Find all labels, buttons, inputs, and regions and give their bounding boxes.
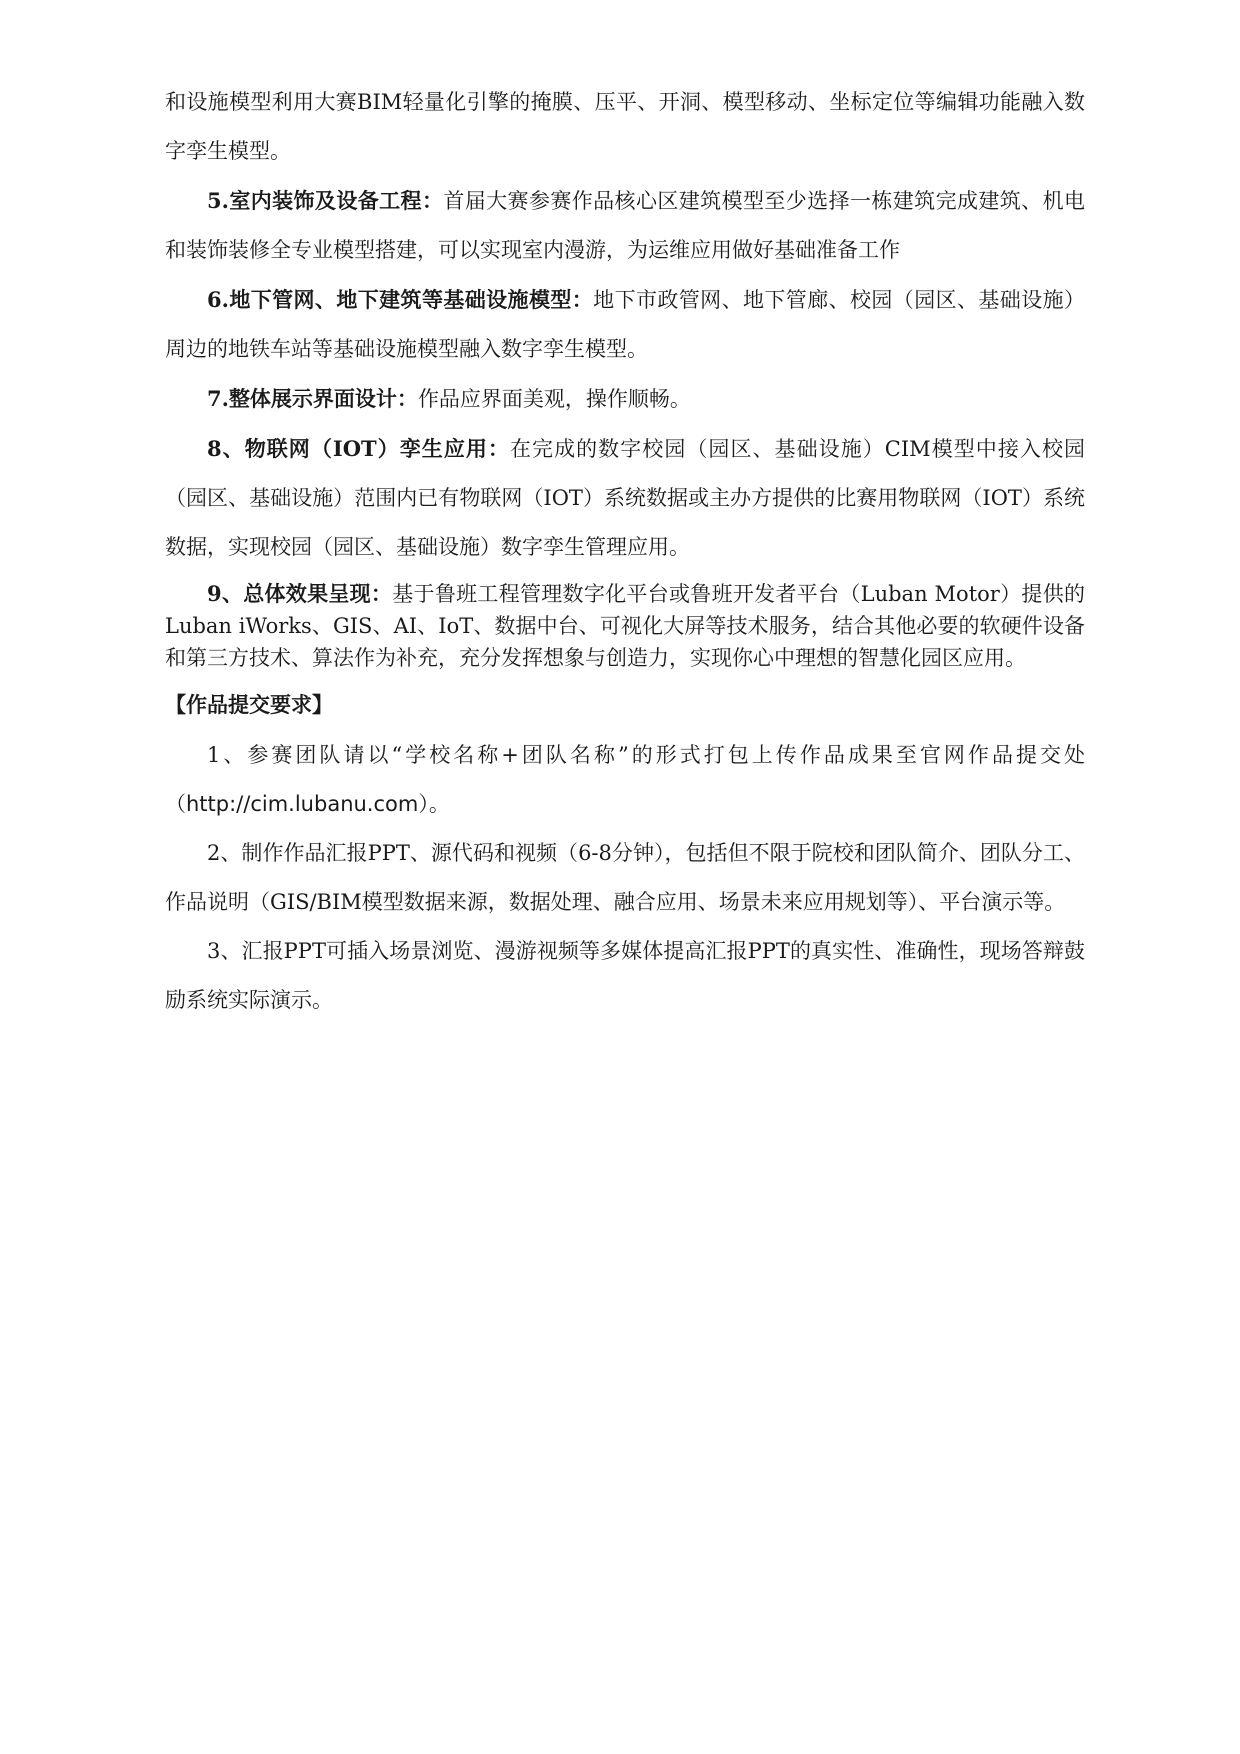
item-7-paragraph: [165, 374, 1085, 424]
document-page: [165, 78, 1085, 1025]
item-5-heading: 5.室内装饰及设备工程：: [207, 188, 444, 213]
req-1-tail: ）。: [418, 792, 450, 816]
item-7-body: 作品应界面美观，操作顺畅。: [417, 387, 691, 411]
submission-req-3: 3、汇报PPT可插入场景浏览、漫游视频等多媒体提高汇报PPT的真实性、准确性，现场答辩鼓励系统实际演示。: [165, 939, 1085, 1012]
item-8-heading: 8、物联网（IOT）孪生应用：: [207, 436, 510, 461]
submission-req-1: [165, 731, 1085, 829]
item-9-heading: 9、总体效果呈现：: [207, 581, 393, 606]
item-6-heading: 6.地下管网、地下建筑等基础设施模型：: [207, 287, 594, 312]
item-9-body: 基于鲁班工程管理数字化平台或鲁班开发者平台（Luban Motor）提供的 Luban iWorks、GIS、AI、IoT、数据中台、可视化大屏等技术服务，结合其他必要的软硬件设备和第三方技术、算法作为补充，充分发挥想象与创造力，实现你心中理想的智慧化园区应用。: [165, 582, 1085, 670]
submission-req-2: 2、制作作品汇报PPT、源代码和视频（6-8分钟），包括但不限于院校和团队简介、团队分工、作品说明（GIS/BIM模型数据来源，数据处理、融合应用、场景未来应用规划等）、平台演示等。: [165, 841, 1085, 914]
submission-title: 【作品提交要求】: [165, 692, 333, 717]
item-8-paragraph: [165, 424, 1085, 572]
item-5-body: 首届大赛参赛作品核心区建筑模型至少选择一栋建筑完成建筑、机电和装饰装修全专业模型搭建，可以实现室内漫游，为运维应用做好基础准备工作: [165, 189, 1085, 262]
item-7-heading: 7.整体展示界面设计：: [207, 386, 418, 411]
item-8-body: 在完成的数字校园（园区、基础设施）CIM模型中接入校园（园区、基础设施）范围内已有物联网（IOT）系统数据或主办方提供的比赛用物联网（IOT）系统数据，实现校园（园区、基础设施）数字孪生管理应用。: [165, 437, 1085, 559]
item-5-paragraph: [165, 176, 1085, 275]
item-6-paragraph: [165, 275, 1085, 374]
req-1-text: 1、参赛团队请以“学校名称+团队名称”的形式打包上传作品成果至官网作品提交处（: [165, 743, 1085, 816]
submission-url-link[interactable]: http://cim.lubanu.com: [186, 792, 419, 816]
continuation-paragraph: 和设施模型利用大赛BIM轻量化引擎的掩膜、压平、开洞、模型移动、坐标定位等编辑功能融入数字孪生模型。: [165, 90, 1085, 163]
item-9-paragraph: [165, 578, 1085, 674]
item-6-body: 地下市政管网、地下管廊、校园（园区、基础设施）周边的地铁车站等基础设施模型融入数字孪生模型。: [165, 288, 1086, 361]
